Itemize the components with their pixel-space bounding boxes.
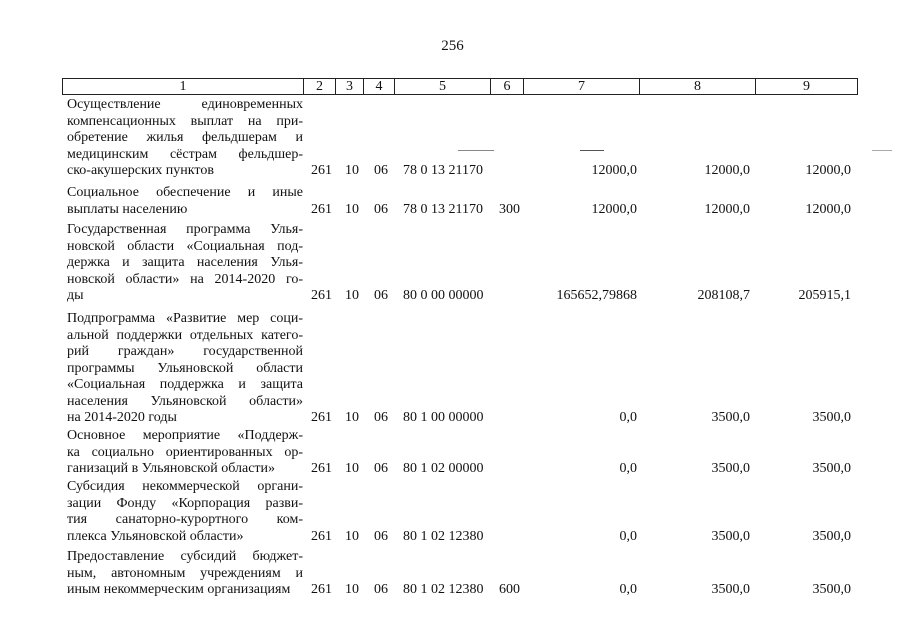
column-header-3: 3 — [336, 79, 364, 94]
cell-subsection: 06 — [374, 461, 388, 476]
cell-amount-8: 12000,0 — [704, 202, 750, 217]
row-description: Предоставление субсидий бюджет- ным, автономным учреждениям и иным некоммерческим организациям — [67, 549, 303, 597]
column-header-1: 1 — [63, 79, 304, 94]
cell-section: 10 — [345, 410, 359, 425]
cell-section: 10 — [345, 461, 359, 476]
cell-amount-7: 0,0 — [619, 461, 637, 476]
cell-target-article: 80 0 00 00000 — [403, 288, 484, 303]
cell-amount-9: 3500,0 — [812, 582, 851, 597]
cell-code: 261 — [311, 288, 332, 303]
cell-amount-7: 0,0 — [619, 582, 637, 597]
column-header-6: 6 — [491, 79, 524, 94]
cell-amount-7: 12000,0 — [591, 163, 637, 178]
column-header-7: 7 — [524, 79, 640, 94]
column-header-4: 4 — [364, 79, 395, 94]
cell-amount-9: 3500,0 — [812, 410, 851, 425]
cell-amount-9: 12000,0 — [805, 202, 851, 217]
cell-code: 261 — [311, 202, 332, 217]
cell-amount-7: 0,0 — [619, 529, 637, 544]
cell-amount-9: 12000,0 — [805, 163, 851, 178]
row-description: Социальное обеспечение и иные выплаты населению — [67, 185, 303, 217]
cell-subsection: 06 — [374, 410, 388, 425]
column-header-8: 8 — [640, 79, 756, 94]
cell-amount-8: 3500,0 — [711, 461, 750, 476]
row-description: Основное мероприятие «Поддерж- ка социально ориентированных ор- ганизаций в Ульяновской области» — [67, 428, 303, 476]
cell-amount-8: 3500,0 — [711, 582, 750, 597]
row-description: Государственная программа Улья- новской области «Социальная под- держка и защита населения Улья- новской области» на 2014-2020 го- ды — [67, 222, 303, 303]
column-header-5: 5 — [395, 79, 491, 94]
cell-section: 10 — [345, 582, 359, 597]
cell-amount-9: 3500,0 — [812, 529, 851, 544]
cell-amount-8: 3500,0 — [711, 410, 750, 425]
cell-amount-7: 0,0 — [619, 410, 637, 425]
cell-section: 10 — [345, 163, 359, 178]
cell-amount-9: 205915,1 — [798, 288, 851, 303]
cell-target-article: 78 0 13 21170 — [403, 202, 483, 217]
cell-expense-type: 600 — [499, 582, 520, 597]
column-header-9: 9 — [803, 79, 810, 94]
scan-artifact — [458, 150, 494, 151]
cell-amount-7: 12000,0 — [591, 202, 637, 217]
cell-amount-9: 3500,0 — [812, 461, 851, 476]
cell-subsection: 06 — [374, 288, 388, 303]
scan-artifact — [872, 150, 892, 151]
cell-section: 10 — [345, 202, 359, 217]
cell-amount-8: 3500,0 — [711, 529, 750, 544]
row-description: Осуществление единовременных компенсационных выплат на при- обретение жилья фельдшерам и медицинским сёстрам фельдшер- ско-акушерских пунктов — [67, 97, 303, 178]
table-header — [62, 78, 858, 95]
cell-expense-type: 300 — [499, 202, 520, 217]
cell-code: 261 — [311, 461, 332, 476]
cell-amount-7: 165652,79868 — [556, 288, 637, 303]
row-description: Подпрограмма «Развитие мер соци- альной поддержки отдельных катего- рий граждан» государственной программы Ульяновской области «Социальная поддержка и защита населения Ульяновской области» на 2014-2020 годы — [67, 311, 303, 425]
cell-subsection: 06 — [374, 529, 388, 544]
cell-target-article: 80 1 02 12380 — [403, 529, 484, 544]
cell-section: 10 — [345, 529, 359, 544]
cell-subsection: 06 — [374, 202, 388, 217]
cell-code: 261 — [311, 582, 332, 597]
row-description: Субсидия некоммерческой органи- зации Фонду «Корпорация разви- тия санаторно-курортного ком- плекса Ульяновской области» — [67, 479, 303, 544]
cell-subsection: 06 — [374, 582, 388, 597]
column-header-2: 2 — [304, 79, 336, 94]
cell-code: 261 — [311, 163, 332, 178]
cell-target-article: 78 0 13 21170 — [403, 163, 483, 178]
scan-artifact — [580, 150, 604, 151]
page-number: 256 — [441, 38, 464, 54]
cell-target-article: 80 1 02 12380 — [403, 582, 484, 597]
cell-subsection: 06 — [374, 163, 388, 178]
cell-code: 261 — [311, 529, 332, 544]
cell-target-article: 80 1 02 00000 — [403, 461, 484, 476]
cell-amount-8: 208108,7 — [697, 288, 750, 303]
cell-amount-8: 12000,0 — [704, 163, 750, 178]
cell-code: 261 — [311, 410, 332, 425]
cell-target-article: 80 1 00 00000 — [403, 410, 484, 425]
cell-section: 10 — [345, 288, 359, 303]
